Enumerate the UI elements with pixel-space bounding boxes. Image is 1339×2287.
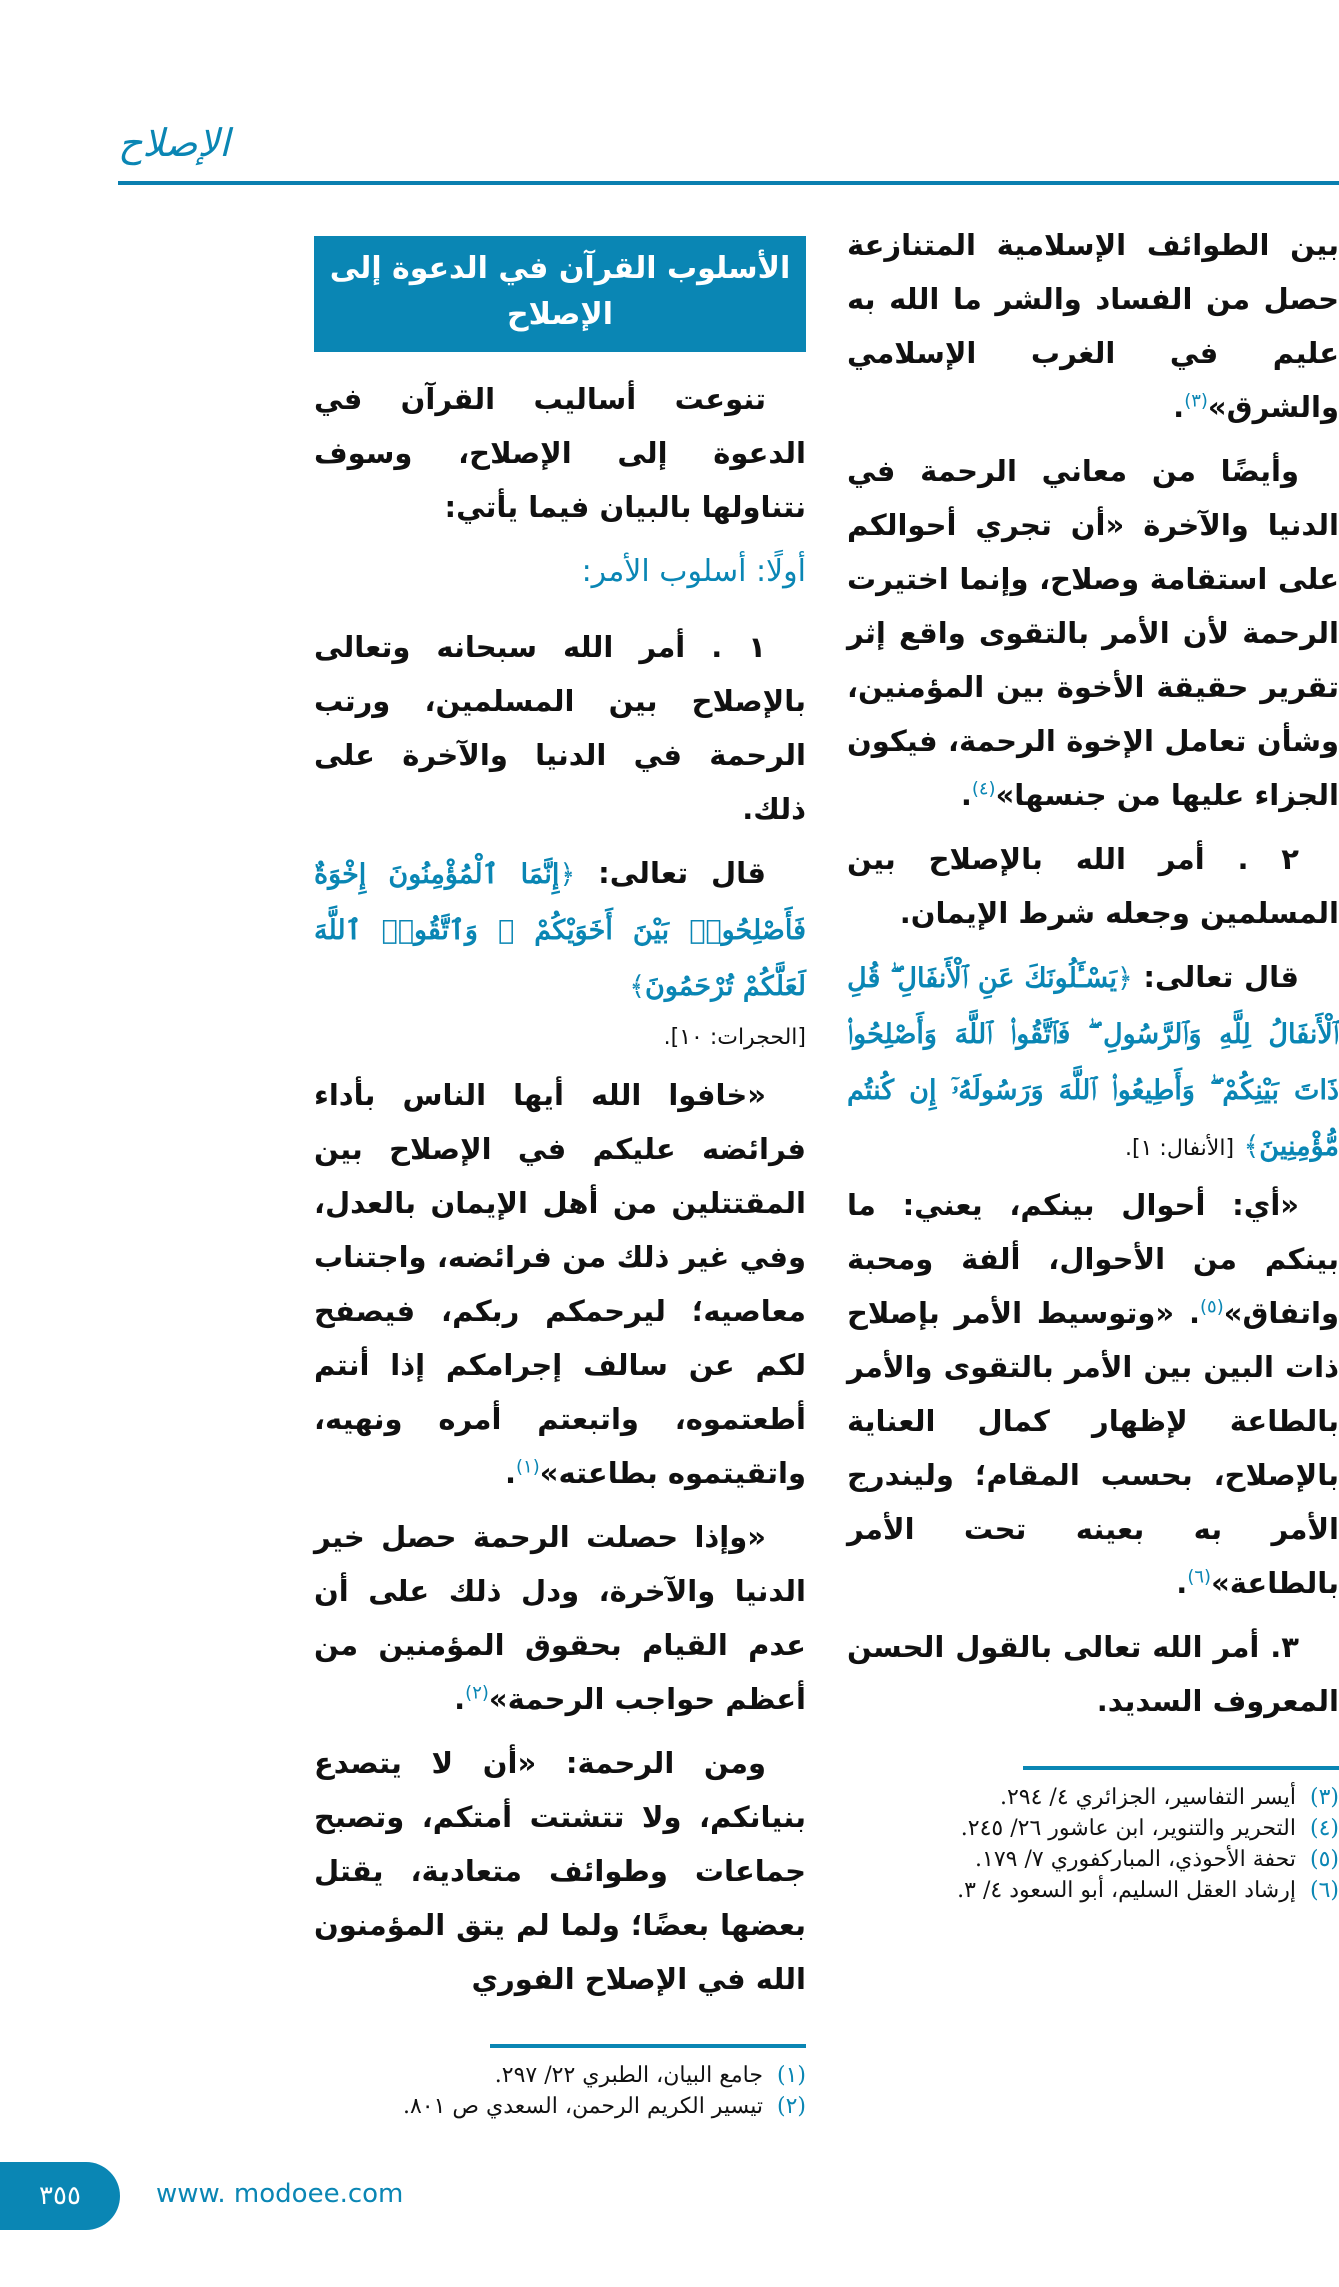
- footnote-marker-3[interactable]: (٣): [1184, 390, 1208, 412]
- footnotes-left: [847, 1782, 1339, 1906]
- left-paragraph-3b-text: «وتوسيط الأمر بإصلاح ذات البين بين الأمر بالتقوى والأمر بالطاعة لإظهار كمال العناية بالإصلاح، بحسب المقام؛ وليندرج الأمر به بعينه تحت الأمر بالطاعة»: [847, 1296, 1339, 1600]
- quote-2-period: .: [454, 1682, 466, 1716]
- quote-2-text: «وإذا حصلت الرحمة حصل خير الدنيا والآخرة، ودل ذلك على أن عدم القيام بحقوق المؤمنين من أعظم حواجب الرحمة»: [314, 1520, 806, 1716]
- footnote-number: (٥): [1309, 1847, 1339, 1872]
- footnote-separator-right: [490, 2044, 806, 2048]
- footnote-marker-2[interactable]: (٢): [465, 1682, 489, 1704]
- footnote-text: تحفة الأحوذي، المباركفوري ٧/ ١٧٩.: [975, 1847, 1296, 1872]
- left-paragraph-1: [847, 218, 1339, 434]
- verse-2-text: يَسْـَٔلُونَكَ عَنِ ٱلْأَنفَالِ ۖ قُلِ ٱلْأَنفَالُ لِلَّهِ وَٱلرَّسُولِ ۖ فَٱتَّقُوا۟ ٱللَّهَ وَأَصْلِحُوا۟ ذَاتَ بَيْنِكُمْ ۖ وَأَطِيعُوا۟ ٱللَّهَ وَرَسُولَهُۥٓ إِن كُنتُم مُّؤْمِنِينَ: [847, 963, 1339, 1162]
- footnote-separator-left: [1023, 1766, 1339, 1770]
- footnote-6: [847, 1875, 1339, 1906]
- left-paragraph-1-text: بين الطوائف الإسلامية المتنازعة حصل من الفساد والشر ما الله به عليم في الغرب الإسلامي والشرق»: [847, 228, 1339, 424]
- running-head-title: الإصلاح: [118, 121, 230, 165]
- page-footer: [0, 2162, 1339, 2287]
- footnote-marker-5[interactable]: (٥): [1199, 1296, 1224, 1318]
- page-number: ٣٥٥: [39, 2181, 81, 2211]
- ornate-bracket-open-icon: ﴿: [559, 859, 576, 890]
- footnotes-right-block: [314, 2044, 806, 2122]
- footnote-2: [314, 2091, 806, 2122]
- right-column: [314, 218, 806, 2122]
- footnote-number: (٦): [1309, 1878, 1339, 1903]
- verse-1-reference: [الحجرات: ١٠].: [663, 1025, 806, 1050]
- footnote-text: أيسر التفاسير، الجزائري ٤/ ٢٩٤.: [999, 1785, 1296, 1810]
- left-paragraph-2-period: .: [960, 778, 972, 812]
- left-paragraph-1-period: .: [1173, 390, 1185, 424]
- quote-1: [314, 1068, 806, 1500]
- quote-1-period: .: [504, 1456, 517, 1490]
- footnote-text: جامع البيان، الطبري ٢٢/ ٢٩٧.: [494, 2063, 763, 2088]
- verse-1-paragraph: [314, 846, 806, 1014]
- footnote-text: إرشاد العقل السليم، أبو السعود ٤/ ٣.: [957, 1878, 1296, 1903]
- left-paragraph-2: [847, 444, 1339, 822]
- qala-taala-label: قال تعالى:: [598, 856, 766, 890]
- verse-1-text: إِنَّمَا ٱلْمُؤْمِنُونَ إِخْوَةٌ فَأَصْلِحُوا۟ بَيْنَ أَخَوَيْكُمْ ۚ وَٱتَّقُوا۟ ٱللَّهَ لَعَلَّكُمْ تُرْحَمُونَ: [314, 859, 806, 1002]
- page-number-badge: [0, 2162, 120, 2230]
- verse-2-reference: [الأنفال: ١].: [1125, 1136, 1235, 1161]
- footnote-5: [847, 1844, 1339, 1875]
- footnote-number: (٢): [776, 2094, 806, 2119]
- left-paragraph-2-text: وأيضًا من معاني الرحمة في الدنيا والآخرة «أن تجري أحوالكم على استقامة وصلاح، وإنما اختيرت الرحمة لأن الأمر بالتقوى واقع إثر تقرير حقيقة الأخوة بين المؤمنين، وشأن تعامل الإخوة الرحمة، فيكون الجزاء عليها من جنسها»: [847, 454, 1339, 812]
- footnote-text: تيسير الكريم الرحمن، السعدي ص ٨٠١.: [402, 2094, 763, 2119]
- qala-taala-label: قال تعالى:: [1143, 960, 1299, 994]
- ornate-bracket-close-icon: ﴾: [1243, 1131, 1260, 1162]
- left-paragraph-3b-period: .: [1176, 1566, 1188, 1600]
- footnote-1: [314, 2060, 806, 2091]
- point-1: ١ . أمر الله سبحانه وتعالى بالإصلاح بين المسلمين، ورتب الرحمة في الدنيا والآخرة على ذلك.: [314, 630, 806, 826]
- footnote-marker-1[interactable]: (١): [516, 1456, 540, 1478]
- footnote-marker-6[interactable]: (٦): [1187, 1566, 1212, 1588]
- intro-paragraph: تنوعت أساليب القرآن في الدعوة إلى الإصلاح، وسوف نتناولها بالبيان فيما يأتي:: [314, 382, 806, 524]
- website-link[interactable]: www. modoee.com: [156, 2179, 404, 2209]
- left-column: [847, 218, 1339, 1906]
- footnote-3: [847, 1782, 1339, 1813]
- point-3: ٣. أمر الله تعالى بالقول الحسن المعروف السديد.: [847, 1630, 1339, 1718]
- section-heading: الأسلوب القرآن في الدعوة إلى الإصلاح: [314, 236, 806, 352]
- point-2: ٢ . أمر الله بالإصلاح بين المسلمين وجعله شرط الإيمان.: [847, 842, 1339, 930]
- quote-2: [314, 1510, 806, 1726]
- footnote-number: (٣): [1309, 1785, 1339, 1810]
- footnote-marker-4[interactable]: (٤): [971, 778, 996, 800]
- left-paragraph-3-period: .: [1188, 1296, 1200, 1330]
- verse-2-paragraph: [847, 950, 1339, 1174]
- left-column-body: [847, 218, 1339, 1738]
- left-paragraph-3: [847, 1178, 1339, 1610]
- subheading-command-style: أولًا: أسلوب الأمر:: [581, 554, 806, 589]
- footnote-text: التحرير والتنوير، ابن عاشور ٢٦/ ٢٤٥.: [960, 1816, 1296, 1841]
- footnote-number: (١): [776, 2063, 806, 2088]
- left-paragraph-3-text: «أي: أحوال بينكم، يعني: ما بينكم من الأحوال، ألفة ومحبة واتفاق»: [847, 1188, 1339, 1330]
- footnotes-right: [314, 2060, 806, 2122]
- footnote-4: [847, 1813, 1339, 1844]
- page-columns: [314, 0, 1339, 2122]
- ornate-bracket-close-icon: ﴾: [629, 971, 646, 1002]
- footnotes-left-block: [847, 1766, 1339, 1906]
- ornate-bracket-open-icon: ﴿: [1117, 963, 1133, 994]
- quote-1-text: «خافوا الله أيها الناس بأداء فرائضه عليكم في الإصلاح بين المقتتلين من أهل الإيمان بالعدل، وفي غير ذلك من فرائضه، واجتناب معاصيه؛ ليرحمكم ربكم، فيصفح لكم عن سالف إجرامكم إذا أنتم أطعتموه، واتبعتم أمره ونهيه، واتقيتموه بطاعته»: [314, 1078, 806, 1490]
- footnote-number: (٤): [1309, 1816, 1339, 1841]
- paragraph-mercy: ومن الرحمة: «أن لا يتصدع بنيانكم، ولا تتشتت أمتكم، وتصبح جماعات وطوائف متعادية، يقتل بعضها بعضًا؛ ولما لم يتق المؤمنون الله في الإصلاح الفوري: [314, 1746, 806, 1996]
- right-column-body: [314, 218, 806, 2016]
